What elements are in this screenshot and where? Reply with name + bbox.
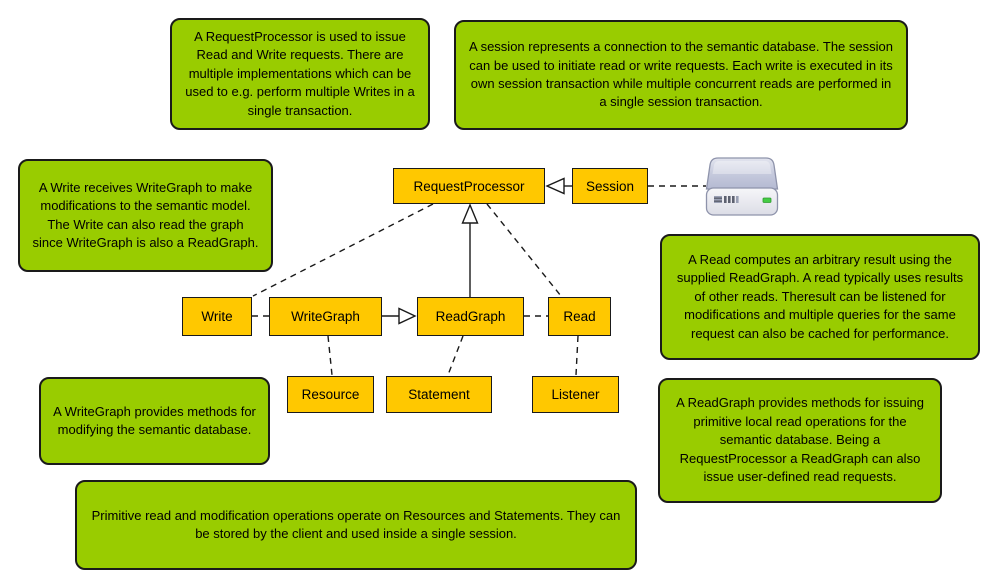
note-request-processor-text: A RequestProcessor is used to issue Read and Write requests. There are multiple implementations which can be used to e.g. perform multiple Writes in a single transaction. xyxy=(185,28,415,118)
class-statement-label: Statement xyxy=(408,387,470,402)
class-resource xyxy=(287,376,374,413)
class-statement xyxy=(386,376,492,413)
arrowhead-readgraph-to-requestprocessor xyxy=(463,205,478,223)
class-writegraph-label: WriteGraph xyxy=(291,309,360,324)
class-readgraph xyxy=(417,297,524,336)
edge-readgraph-to-statement xyxy=(448,336,463,375)
edge-requestprocessor-to-read xyxy=(487,204,561,296)
note-write-text: A Write receives WriteGraph to make modifications to the semantic model. The Write can also read the graph since WriteGraph is also a ReadGraph. xyxy=(32,179,259,250)
hard-drive-icon xyxy=(703,156,781,218)
note-read xyxy=(660,234,980,360)
note-session xyxy=(454,20,908,130)
class-read-label: Read xyxy=(563,309,596,324)
arrowhead-session-to-requestprocessor xyxy=(547,179,564,194)
class-resource-label: Resource xyxy=(301,387,360,402)
class-write xyxy=(182,297,252,336)
edge-requestprocessor-to-write xyxy=(253,204,433,296)
class-listener xyxy=(532,376,619,413)
edge-writegraph-to-resource xyxy=(328,336,332,375)
class-session xyxy=(572,168,648,204)
note-writegraph-text: A WriteGraph provides methods for modifying the semantic database. xyxy=(53,403,256,437)
note-session-text: A session represents a connection to the semantic database. The session can be used to initiate read or write requests. Each write is executed in its own session transaction while multiple concurrent reads are performed in a single session transaction. xyxy=(469,39,893,110)
note-readgraph-text: A ReadGraph provides methods for issuing primitive local read operations for the semantic database. Being a RequestProcessor a ReadGraph can also issue user-defined read requests. xyxy=(676,395,924,485)
note-writegraph xyxy=(39,377,270,465)
class-writegraph xyxy=(269,297,382,336)
note-write xyxy=(18,159,273,272)
note-primitives-text: Primitive read and modification operations operate on Resources and Statements. They can be stored by the client and used inside a single session. xyxy=(91,507,621,541)
note-request-processor xyxy=(170,18,430,130)
class-session-label: Session xyxy=(585,178,635,194)
class-listener-label: Listener xyxy=(551,387,600,402)
class-read xyxy=(548,297,611,336)
note-primitives xyxy=(75,480,637,570)
note-readgraph xyxy=(658,378,942,503)
edge-read-to-listener xyxy=(576,336,578,375)
class-write-label: Write xyxy=(201,309,233,324)
arrowhead-writegraph-to-readgraph xyxy=(399,309,415,324)
class-request-processor xyxy=(393,168,545,204)
class-request-processor-label: RequestProcessor xyxy=(413,178,525,194)
note-read-text: A Read computes an arbitrary result using the supplied ReadGraph. A read typically uses results of other reads. Theresult can be listened for modifications and multiple queries for the same request can also be cached for performance. xyxy=(676,251,964,341)
class-readgraph-label: ReadGraph xyxy=(435,309,506,324)
drive-led xyxy=(763,198,771,203)
